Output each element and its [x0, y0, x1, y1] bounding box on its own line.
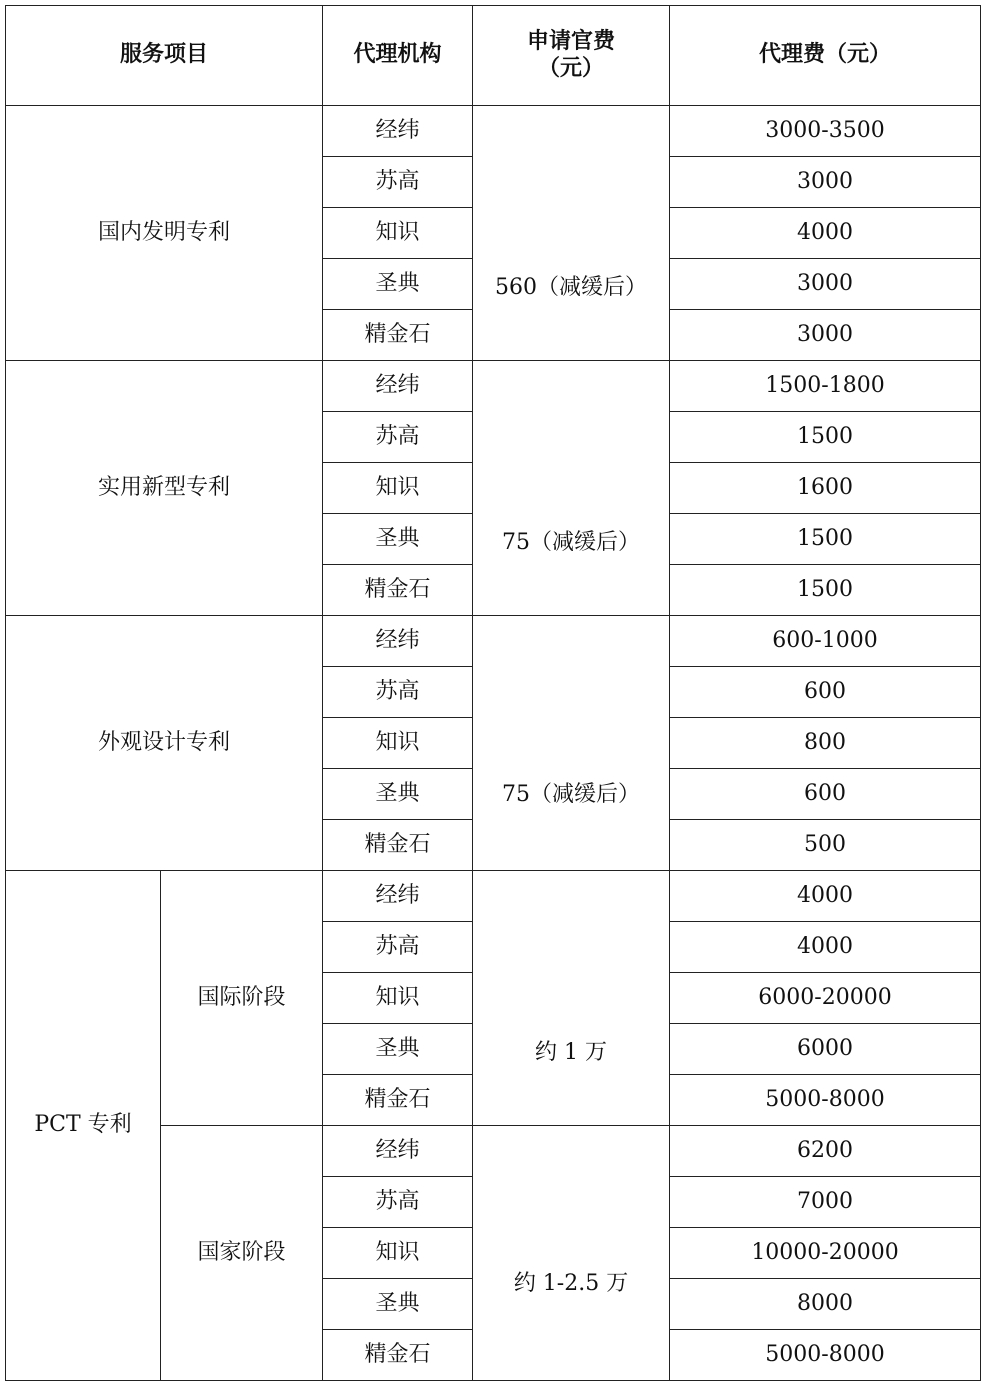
table-row [6, 616, 981, 667]
agency-fee: 800 [670, 718, 981, 769]
agency-fee: 3000 [670, 157, 981, 208]
agency-name: 经纬 [323, 616, 473, 667]
table-header-row [6, 6, 981, 106]
agency-name: 经纬 [323, 361, 473, 412]
agency-fee: 10000-20000 [670, 1228, 981, 1279]
official-fee [473, 1126, 670, 1381]
agency-fee: 600-1000 [670, 616, 981, 667]
agency-name: 经纬 [323, 1126, 473, 1177]
agency-name: 圣典 [323, 514, 473, 565]
official-fee [473, 616, 670, 871]
agency-fee: 6000 [670, 1024, 981, 1075]
agency-name: 苏高 [323, 157, 473, 208]
official-fee-text: 560（减缓后） [495, 274, 648, 300]
agency-fee: 4000 [670, 922, 981, 973]
header-official-fee [473, 6, 670, 106]
agency-name: 苏高 [323, 412, 473, 463]
official-fee-text: 75（减缓后） [502, 782, 641, 808]
agency-name: 经纬 [323, 871, 473, 922]
agency-name: 经纬 [323, 106, 473, 157]
agency-fee: 8000 [670, 1279, 981, 1330]
agency-name: 精金石 [323, 1075, 473, 1126]
agency-name: 圣典 [323, 1024, 473, 1075]
agency-fee: 3000 [670, 259, 981, 310]
agency-fee: 4000 [670, 871, 981, 922]
service-name-pct: PCT 专利 [6, 871, 161, 1381]
agency-fee: 500 [670, 820, 981, 871]
agency-fee: 3000 [670, 310, 981, 361]
table-row [6, 871, 981, 922]
agency-fee: 1600 [670, 463, 981, 514]
agency-name: 精金石 [323, 820, 473, 871]
header-official-fee-line1: 申请官费 [527, 29, 616, 55]
agency-name: 精金石 [323, 1330, 473, 1381]
official-fee [473, 106, 670, 361]
official-fee [473, 361, 670, 616]
agency-fee: 4000 [670, 208, 981, 259]
agency-fee: 1500 [670, 412, 981, 463]
agency-name: 圣典 [323, 1279, 473, 1330]
agency-fee: 6000-20000 [670, 973, 981, 1024]
table-row [6, 361, 981, 412]
service-name: 外观设计专利 [6, 616, 323, 871]
pct-stage-name: 国际阶段 [161, 871, 323, 1126]
agency-name: 知识 [323, 718, 473, 769]
header-official-fee-line2: （元） [538, 55, 605, 81]
header-agency-fee: 代理费（元） [670, 6, 981, 106]
header-agency: 代理机构 [323, 6, 473, 106]
agency-name: 圣典 [323, 259, 473, 310]
agency-name: 知识 [323, 1228, 473, 1279]
official-fee [473, 871, 670, 1126]
agency-fee: 3000-3500 [670, 106, 981, 157]
agency-name: 精金石 [323, 310, 473, 361]
agency-name: 知识 [323, 208, 473, 259]
agency-fee: 600 [670, 769, 981, 820]
official-fee-text: 75（减缓后） [502, 529, 641, 555]
table-row [6, 106, 981, 157]
official-fee-text: 约 1-2.5 万 [513, 1271, 629, 1297]
agency-name: 精金石 [323, 565, 473, 616]
agency-name: 苏高 [323, 1177, 473, 1228]
service-name: 实用新型专利 [6, 361, 323, 616]
agency-fee: 600 [670, 667, 981, 718]
agency-fee: 6200 [670, 1126, 981, 1177]
agency-fee: 1500-1800 [670, 361, 981, 412]
agency-fee: 1500 [670, 514, 981, 565]
header-service: 服务项目 [6, 6, 323, 106]
agency-fee: 5000-8000 [670, 1330, 981, 1381]
agency-fee: 7000 [670, 1177, 981, 1228]
official-fee-text: 约 1 万 [535, 1039, 607, 1065]
agency-name: 苏高 [323, 667, 473, 718]
agency-name: 圣典 [323, 769, 473, 820]
service-name: 国内发明专利 [6, 106, 323, 361]
agency-name: 知识 [323, 973, 473, 1024]
patent-fee-table [5, 5, 981, 1381]
agency-name: 知识 [323, 463, 473, 514]
agency-fee: 5000-8000 [670, 1075, 981, 1126]
pct-stage-name: 国家阶段 [161, 1126, 323, 1381]
agency-fee: 1500 [670, 565, 981, 616]
agency-name: 苏高 [323, 922, 473, 973]
